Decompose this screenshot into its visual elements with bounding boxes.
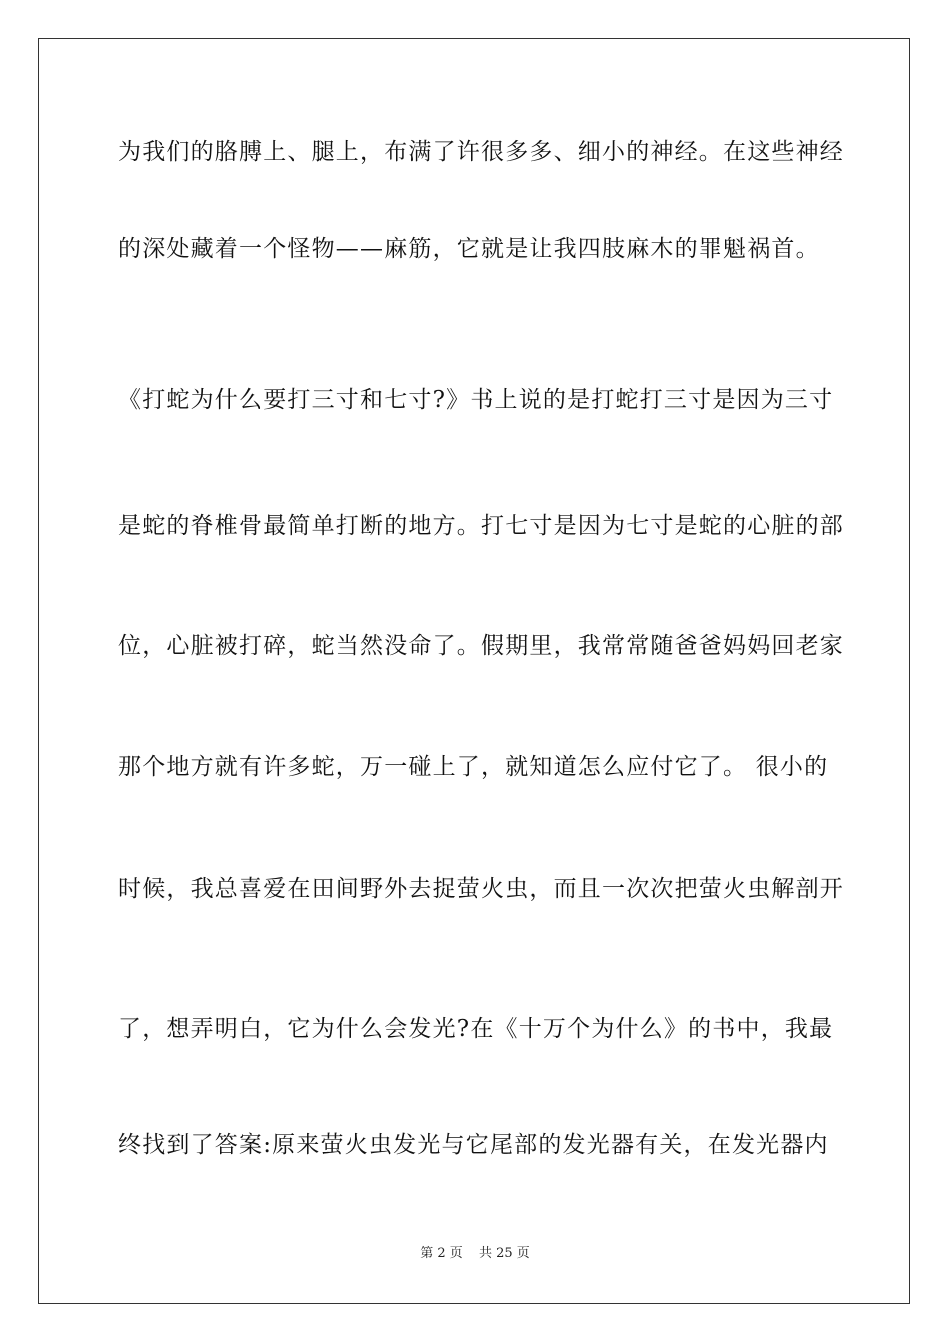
page-number: 第 2 页 [420, 1246, 463, 1261]
text-line: 《打蛇为什么要打三寸和七寸?》书上说的是打蛇打三寸是因为三寸 [118, 387, 834, 413]
page-border [38, 38, 910, 1304]
text-line: 位，心脏被打碎，蛇当然没命了。假期里，我常常随爸爸妈妈回老家 [118, 633, 844, 659]
text-line: 是蛇的脊椎骨最简单打断的地方。打七寸是因为七寸是蛇的心脏的部 [118, 513, 844, 539]
text-line: 那个地方就有许多蛇，万一碰上了，就知道怎么应付它了。 很小的 [118, 754, 829, 780]
total-pages: 共 25 页 [478, 1246, 530, 1261]
text-line: 终找到了答案:原来萤火虫发光与它尾部的发光器有关，在发光器内 [118, 1132, 829, 1158]
text-line: 为我们的胳膊上、腿上，布满了许很多多、细小的神经。在这些神经 [118, 139, 844, 165]
text-line: 了，想弄明白，它为什么会发光?在《十万个为什么》的书中，我最 [118, 1016, 834, 1042]
page-footer [0, 1245, 950, 1263]
text-line: 时候，我总喜爱在田间野外去捉萤火虫，而且一次次把萤火虫解剖开 [118, 876, 844, 902]
text-line: 的深处藏着一个怪物——麻筋，它就是让我四肢麻木的罪魁祸首。 [118, 236, 820, 262]
